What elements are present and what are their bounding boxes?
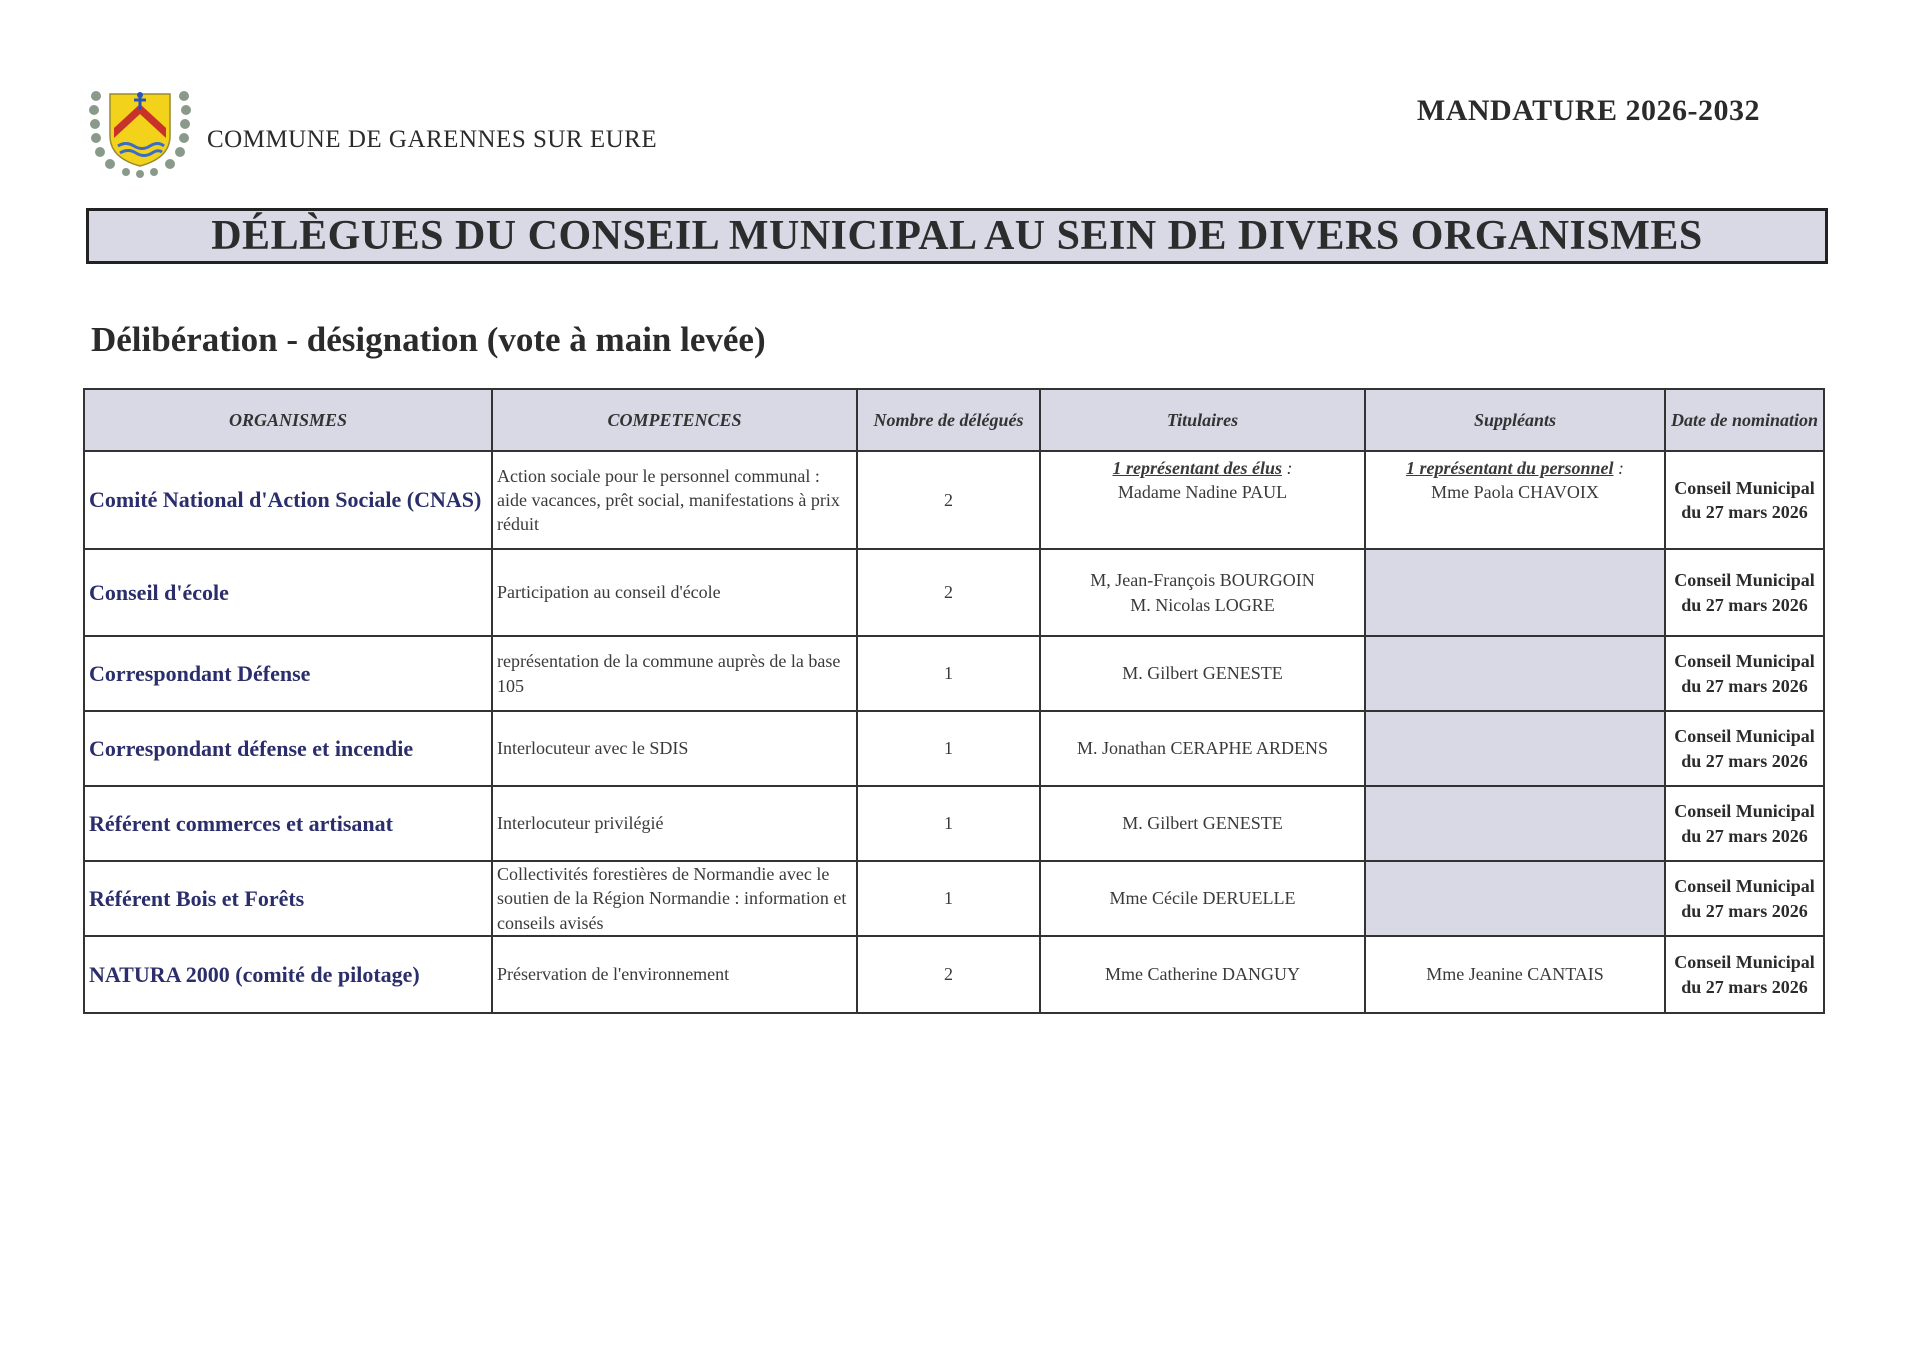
organisme-cell: Correspondant défense et incendie (84, 711, 492, 786)
commune-name: COMMUNE DE GARENNES SUR EURE (207, 126, 658, 153)
titulaire-cell: 1 représentant des élus : Madame Nadine PAUL (1040, 451, 1365, 549)
suppleant-cell: Mme Jeanine CANTAIS (1365, 936, 1665, 1013)
col-header-date: Date de nomination (1665, 389, 1824, 451)
delegate-count-cell: 2 (857, 451, 1040, 549)
date-cell: Conseil Municipal du 27 mars 2026 (1665, 549, 1824, 636)
suppleant-cell-empty (1365, 549, 1665, 636)
delegate-count-cell: 1 (857, 711, 1040, 786)
competence-cell: Action sociale pour le personnel communal : aide vacances, prêt social, manifestations à prix réduit (492, 451, 857, 549)
suppleant-cell-empty (1365, 711, 1665, 786)
organisme-cell: Comité National d'Action Sociale (CNAS) (84, 451, 492, 549)
table-row (84, 451, 1824, 549)
table-header-row (84, 389, 1824, 451)
suppleant-cell-empty (1365, 786, 1665, 861)
delegate-count-cell: 1 (857, 861, 1040, 936)
suppleant-label: 1 représentant du personnel (1405, 458, 1614, 478)
competence-cell: Participation au conseil d'école (492, 549, 857, 636)
organisme-cell: Référent Bois et Forêts (84, 861, 492, 936)
page-title: DÉLÈGUES DU CONSEIL MUNICIPAL AU SEIN DE DIVERS ORGANISMES (86, 208, 1828, 264)
date-cell: Conseil Municipal du 27 mars 2026 (1665, 711, 1824, 786)
suppleant-cell-empty (1365, 636, 1665, 711)
competence-cell: Préservation de l'environnement (492, 936, 857, 1013)
competence-cell: Interlocuteur avec le SDIS (492, 711, 857, 786)
table-row (84, 636, 1824, 711)
col-header-nombre: Nombre de délégués (857, 389, 1040, 451)
delegate-count-cell: 2 (857, 549, 1040, 636)
col-header-organismes: ORGANISMES (84, 389, 492, 451)
titulaire-cell: M. Gilbert GENESTE (1040, 786, 1365, 861)
date-cell: Conseil Municipal du 27 mars 2026 (1665, 451, 1824, 549)
date-cell: Conseil Municipal du 27 mars 2026 (1665, 936, 1824, 1013)
table-row (84, 936, 1824, 1013)
titulaire-cell: Mme Cécile DERUELLE (1040, 861, 1365, 936)
table-row (84, 711, 1824, 786)
delegate-count-cell: 1 (857, 636, 1040, 711)
table-row (84, 786, 1824, 861)
table-row (84, 861, 1824, 936)
table-row (84, 549, 1824, 636)
delegate-count-cell: 1 (857, 786, 1040, 861)
titulaire-cell: Mme Catherine DANGUY (1040, 936, 1365, 1013)
date-cell: Conseil Municipal du 27 mars 2026 (1665, 786, 1824, 861)
suppleant-cell-empty (1365, 861, 1665, 936)
competence-cell: Interlocuteur privilégié (492, 786, 857, 861)
competence-cell: représentation de la commune auprès de la base 105 (492, 636, 857, 711)
organisme-cell: NATURA 2000 (comité de pilotage) (84, 936, 492, 1013)
competence-cell: Collectivités forestières de Normandie avec le soutien de la Région Normandie : information et conseils avisés (492, 861, 857, 936)
titulaire-label: 1 représentant des élus (1112, 458, 1282, 478)
titulaire-name: M. Nicolas LOGRE (1130, 594, 1275, 615)
organisme-cell: Conseil d'école (84, 549, 492, 636)
titulaire-name: M, Jean-François BOURGOIN (1090, 570, 1315, 591)
titulaire-cell (1040, 549, 1365, 636)
col-header-competences: COMPETENCES (492, 389, 857, 451)
delegate-count-cell: 2 (857, 936, 1040, 1013)
col-header-suppleants: Suppléants (1365, 389, 1665, 451)
suppleant-cell: 1 représentant du personnel : Mme Paola CHAVOIX (1365, 451, 1665, 549)
organisme-cell: Référent commerces et artisanat (84, 786, 492, 861)
col-header-titulaires: Titulaires (1040, 389, 1365, 451)
titulaire-name: Madame Nadine PAUL (1117, 482, 1288, 503)
organisme-cell: Correspondant Défense (84, 636, 492, 711)
section-subtitle: Délibération - désignation (vote à main levée) (91, 320, 766, 359)
titulaire-cell: M. Gilbert GENESTE (1040, 636, 1365, 711)
mandature-label: MANDATURE 2026-2032 (1416, 94, 1760, 127)
commune-coat-of-arms-logo (88, 86, 192, 178)
date-cell: Conseil Municipal du 27 mars 2026 (1665, 861, 1824, 936)
titulaire-cell: M. Jonathan CERAPHE ARDENS (1040, 711, 1365, 786)
suppleant-name: Mme Paola CHAVOIX (1431, 482, 1599, 503)
delegates-table (83, 388, 1825, 1014)
date-cell: Conseil Municipal du 27 mars 2026 (1665, 636, 1824, 711)
